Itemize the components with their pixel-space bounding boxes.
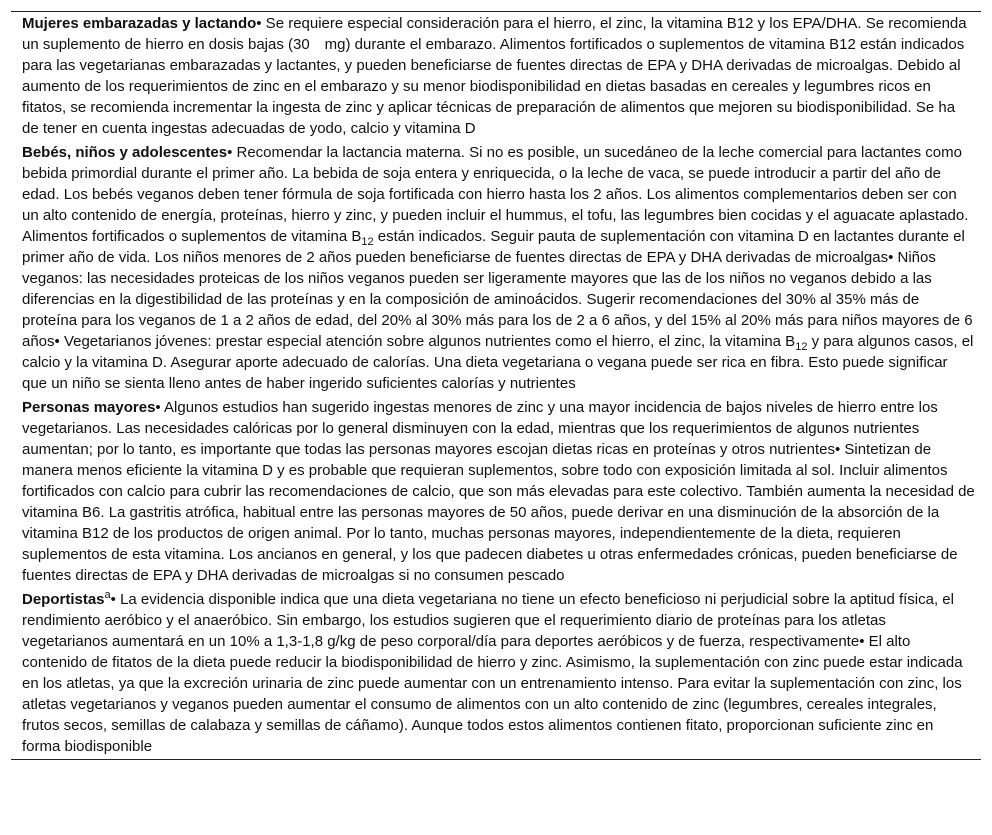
table-row-athletes (11, 588, 981, 759)
row-text: • Se requiere especial consideración para el hierro, el zinc, la vitamina B12 y los EPA/DHA. Se recomienda un suplemento de hierro en dosis bajas (30 mg) durante el embarazo. Alimentos fortificados o suplementos de vitamina B12 están indicados para las vegetarianas embarazadas y lactantes, y pueden beneficiarse de fuentes directas de EPA y DHA derivadas de microalgas. Debido al aumento de los requerimientos de zinc en el embarazo y su menor biodisponibilidad en dietas basadas en cereales y legumbres ricos en fitatos, se recomienda incrementar la ingesta de zinc y aplicar técnicas de preparación de alimentos que mejoren su biodisponibilidad. Se ha de tener en cuenta ingestas adecuadas de yodo, calcio y vitamina D (22, 15, 967, 137)
table-row-pregnant-lactating (11, 12, 981, 141)
subscript: 12 (795, 341, 808, 353)
subscript: 12 (361, 236, 374, 248)
footnote-marker: a (104, 589, 111, 601)
row-title: Bebés, niños y adolescentes (22, 144, 228, 161)
table-row-children-adolescents (11, 141, 981, 396)
nutrition-recommendations-table (11, 11, 981, 760)
row-title: Personas mayores (22, 399, 156, 416)
table-row-elderly (11, 396, 981, 588)
row-text: • Recomendar la lactancia materna. Si no es posible, un sucedáneo de la leche comercial para lactantes como bebida primordial durante el primer año. La bebida de soja entera y enriquecida, o la leche de vaca, se puede introducir a partir del año de edad. Los bebés veganos deben tener fórmula de soja fortificada con hierro hasta los 2 años. Los alimentos complementarios deben ser con un alto contenido de energía, proteínas, hierro y zinc, y pueden incluir el hummus, el tofu, las legumbres bien cocidas y el aguacate aplastado. Alimentos fortificados o suplementos de vitamina B (22, 144, 969, 245)
row-title: Mujeres embarazadas y lactando (22, 15, 257, 32)
row-text: están indicados. Seguir pauta de suplementación con vitamina D en lactantes durante el primer año de vida. Los niños menores de 2 años pueden beneficiarse de fuentes directas de EPA y DHA derivadas de microalgas• Niños veganos: las necesidades proteicas de los niños veganos pueden ser ligeramente mayores que las de los niños no veganos debido a las diferencias en la digestibilidad de las proteínas y en la composición de aminoácidos. Sugerir recomendaciones del 30% al 35% más de proteína para los veganos de 1 a 2 años de edad, del 20% al 30% más para los de 2 a 6 años, y del 15% al 20% más para niños mayores de 6 años• Vegetarianos jóvenes: prestar especial atención sobre algunos nutrientes como el hierro, el zinc, la vitamina B (22, 228, 973, 350)
row-text: • La evidencia disponible indica que una dieta vegetariana no tiene un efecto beneficioso ni perjudicial sobre la aptitud física, el rendimiento aeróbico y el anaeróbico. Sin embargo, los estudios sugieren que el requerimiento diario de proteínas para los atletas vegetarianos aumentará en un 10% a 1,3-1,8 g/kg de peso corporal/día para deportes aeróbicos y de fuerza, respectivamente• El alto contenido de fitatos de la dieta puede reducir la biodisponibilidad de hierro y zinc. Asimismo, la suplementación con zinc puede estar indicada en los atletas, ya que la excreción urinaria de zinc puede aumentar con un entrenamiento intenso. Para evitar la suplementación con zinc, los atletas vegetarianos y veganos pueden aumentar el consumo de alimentos con un alto contenido de zinc (legumbres, cereales integrales, frutos secos, semillas de calabaza y semillas de cáñamo). Aunque todos estos alimentos contienen fitato, proporcionan suficiente zinc en forma biodisponible (22, 591, 963, 755)
row-text: y para algunos casos, el calcio y la vitamina D. Asegurar aporte adecuado de calorías. Una dieta vegetariana o vegana puede ser rica en fibra. Esto puede significar que un niño se sienta lleno antes de haber ingerido suficientes calorías y nutrientes (22, 333, 974, 392)
row-title: Deportistas (22, 591, 105, 608)
row-text: • Algunos estudios han sugerido ingestas menores de zinc y una mayor incidencia de bajos niveles de hierro entre los vegetarianos. Las necesidades calóricas por lo general disminuyen con la edad, mientras que los requerimientos de algunos nutrientes aumentan; por lo tanto, es importante que todas las personas mayores escojan dietas ricas en proteínas y otros nutrientes• Sintetizan de manera menos eficiente la vitamina D y es probable que requieran suplementos, sobre todo con exposición limitada al sol. Incluir alimentos fortificados con calcio para cubrir las recomendaciones de calcio, que son más elevadas para este colectivo. También aumenta la necesidad de vitamina B6. La gastritis atrófica, habitual entre las personas mayores de 50 años, puede derivar en una disminución de la absorción de la vitamina B12 de los productos de origen animal. Por lo tanto, muchas personas mayores, independientemente de la dieta, requieren suplementos de esta vitamina. Los ancianos en general, y los que padecen diabetes u otras enfermedades crónicas, pueden beneficiarse de fuentes directas de EPA y DHA derivadas de microalgas si no consumen pescado (22, 399, 975, 584)
